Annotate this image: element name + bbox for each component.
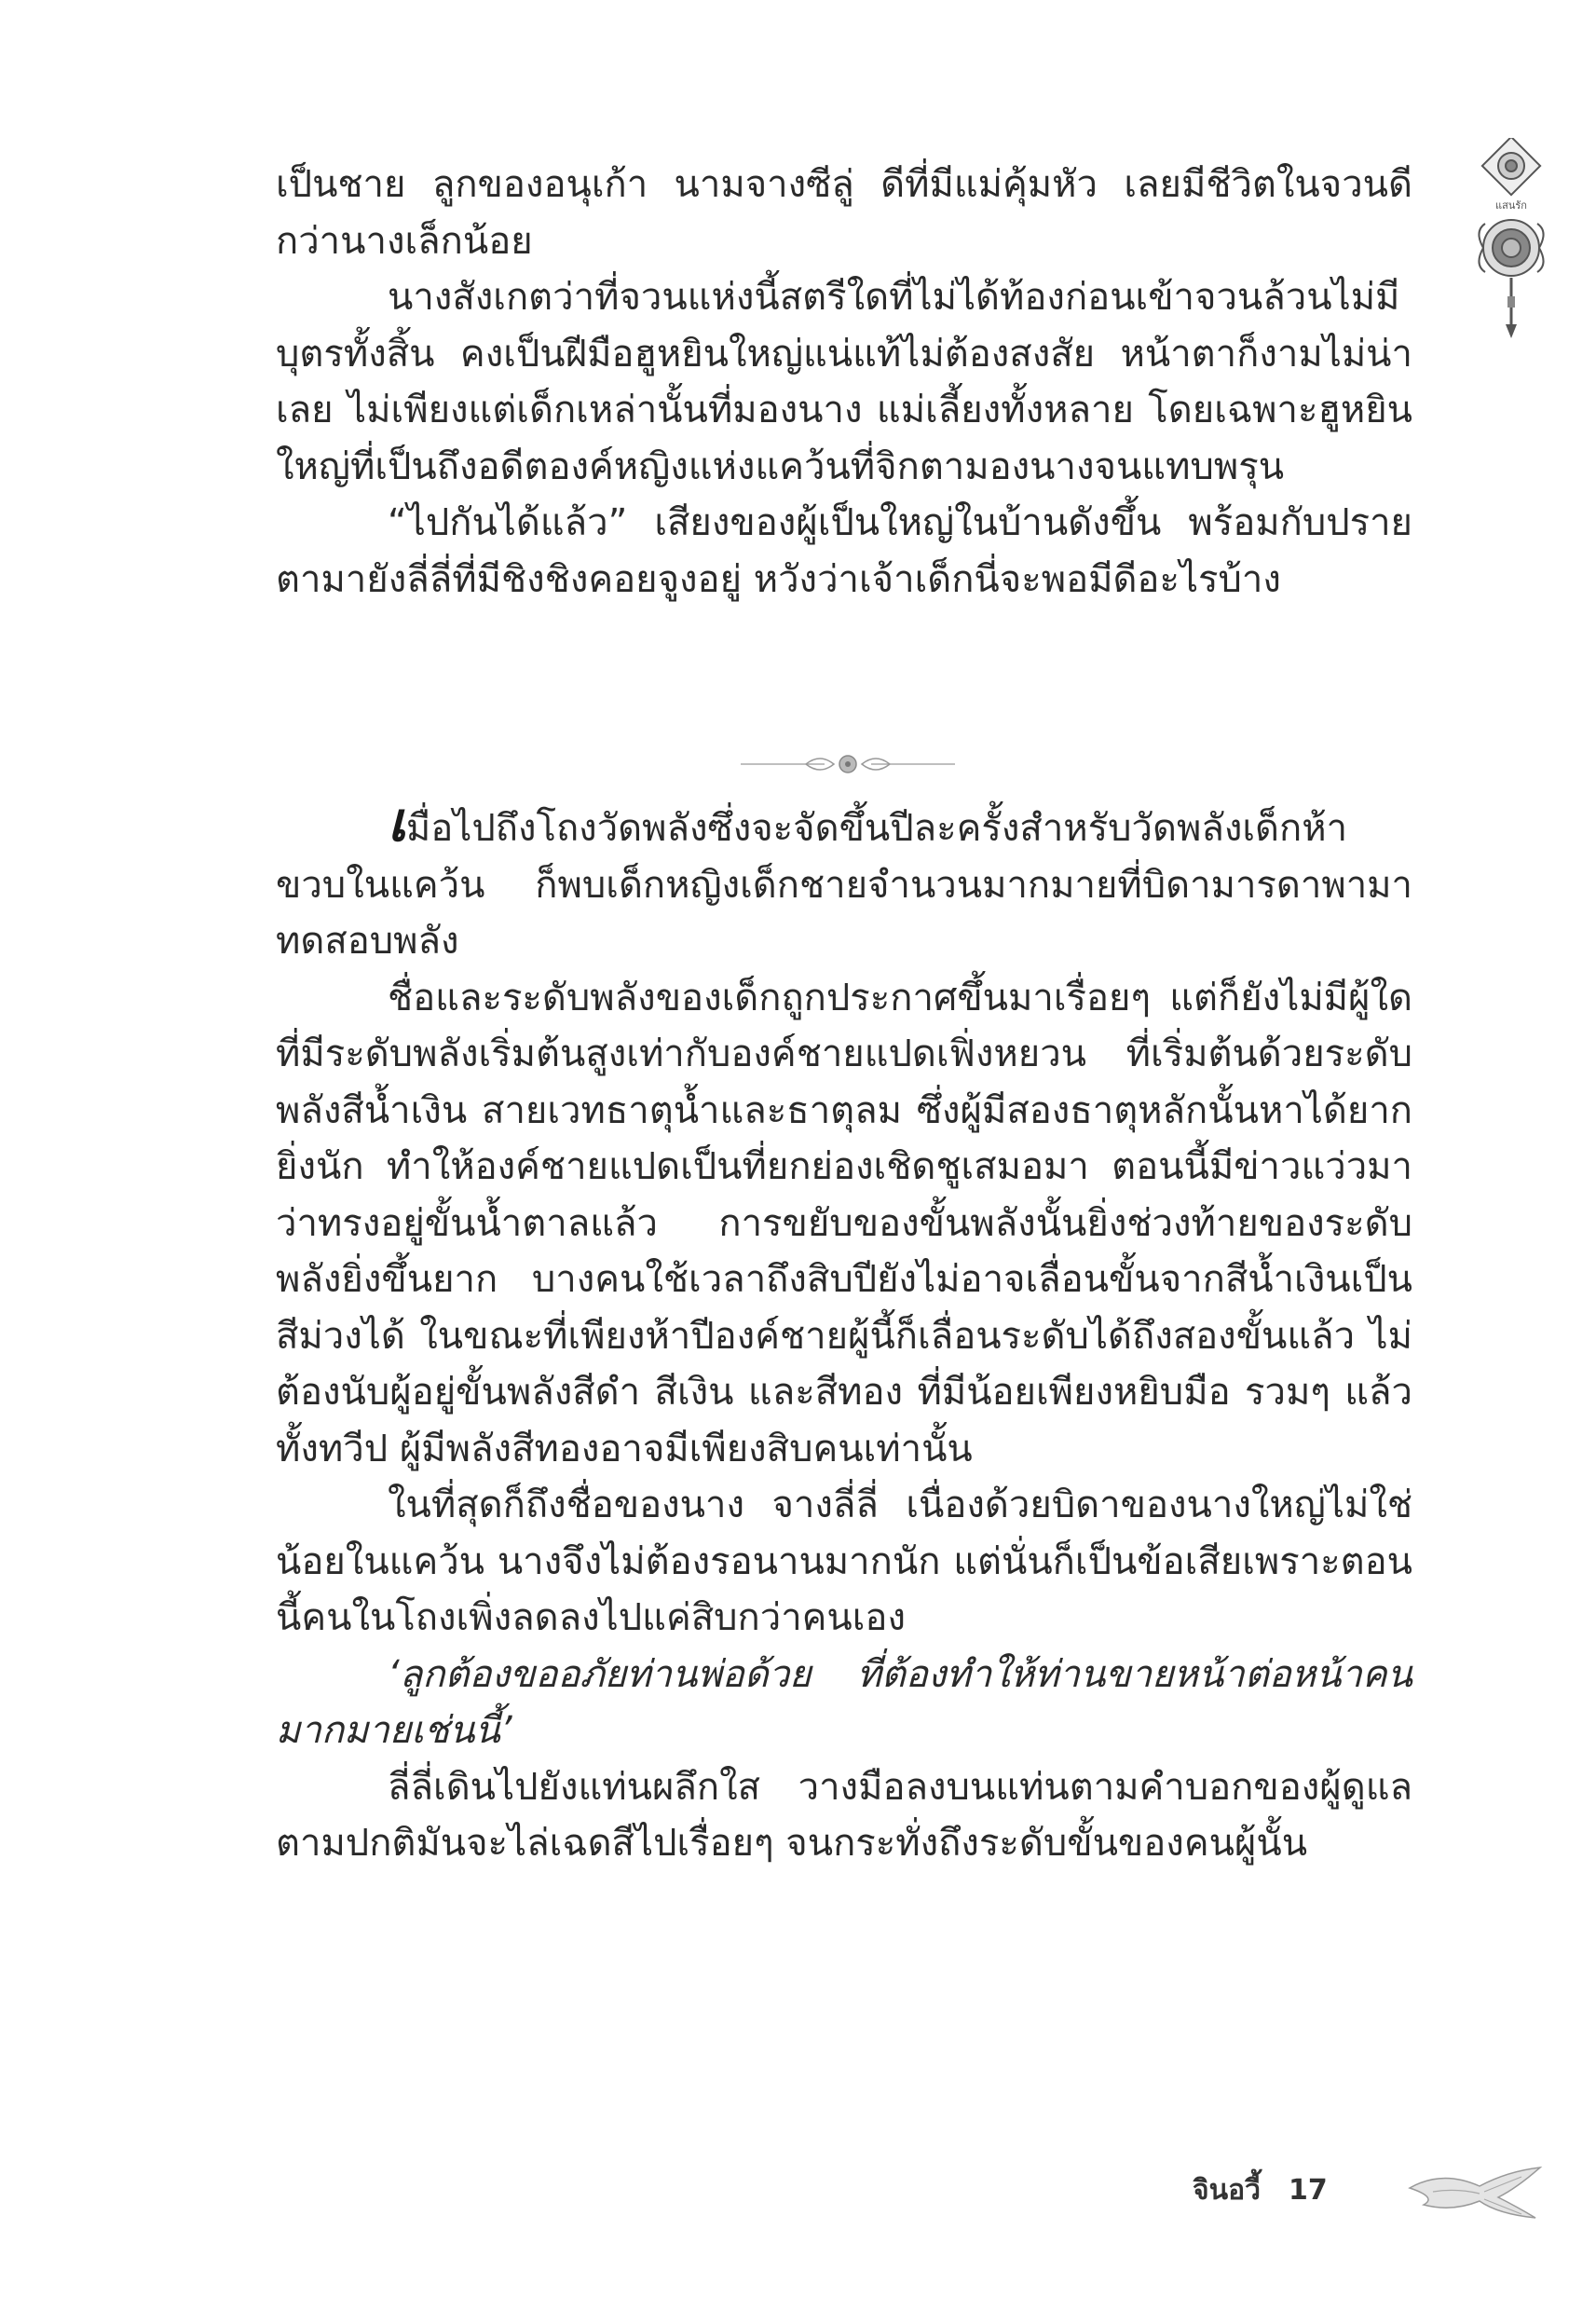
page-footer — [1193, 2162, 1328, 2218]
emblem-label: แสนรัก — [1495, 199, 1527, 212]
bottom-paragraphs — [276, 970, 1412, 1872]
opening-paragraph-text: มื่อไปถึงโถงวัดพลังซึ่งจะจัดขึ้นปีละครั้งสำหรับวัดพลังเด็กห้าขวบในแคว้น ก็พบเด็กหญิงเด็กชายจำนวนมากมายที่บิดามารดาพามาทดสอบพลัง — [276, 807, 1412, 963]
bird-ornament-icon — [1405, 2160, 1545, 2225]
book-title: จินอวี้ — [1193, 2173, 1261, 2207]
bottom-paragraph: ‘ลูกต้องขออภัยท่านพ่อด้วย ที่ต้องทำให้ท่านขายหน้าต่อหน้าคนมากมายเช่นนี้’ — [276, 1652, 1412, 1752]
publisher-emblem-icon — [1465, 138, 1558, 343]
bottom-paragraph: ลี่ลี่เดินไปยังแท่นผลึกใส วางมือลงบนแท่นตามคำบอกของผู้ดูแลตามปกติมันจะไล่เฉดสีไปเรื่อยๆ จนกระทั่งถึงระดับขั้นของคนผู้นั้น — [276, 1765, 1412, 1865]
top-paragraph: เป็นชาย ลูกของอนุเก้า นามจางซีลู่ ดีที่มีแม่คุ้มหัว เลยมีชีวิตในจวนดีกว่านางเล็กน้อย — [276, 163, 1412, 263]
opening-paragraph — [276, 790, 1412, 970]
drop-letter: เ — [388, 790, 406, 854]
top-text-block — [276, 157, 1412, 608]
top-paragraph: “ไปกันได้แล้ว” เสียงของผู้เป็นใหญ่ในบ้านดังขึ้น พร้อมกับปรายตามายังลี่ลี่ที่มีชิงชิงคอยจูงอยู่ หวังว่าเจ้าเด็กนี่จะพอมีดีอะไรบ้าง — [276, 501, 1412, 601]
bottom-text-block — [276, 790, 1412, 1872]
ornamental-divider-icon — [741, 745, 955, 783]
page-number: 17 — [1288, 2173, 1328, 2207]
top-paragraph: นางสังเกตว่าที่จวนแห่งนี้สตรีใดที่ไม่ได้ท้องก่อนเข้าจวนล้วนไม่มีบุตรทั้งสิ้น คงเป็นฝีมือฮูหยินใหญ่แน่แท้ไม่ต้องสงสัย หน้าตาก็งามไม่น่าเลย ไม่เพียงแต่เด็กเหล่านั้นที่มองนาง แม่เลี้ยงทั้งหลาย โดยเฉพาะฮูหยินใหญ่ที่เป็นถึงอดีตองค์หญิงแห่งแคว้นที่จิกตามองนางจนแทบพรุน — [276, 276, 1412, 488]
bottom-paragraph: ในที่สุดก็ถึงชื่อของนาง จางลี่ลี่ เนื่องด้วยบิดาของนางใหญ่ไม่ใช่น้อยในแคว้น นางจึงไม่ต้องรอนานมากนัก แต่นั่นก็เป็นข้อเสียเพราะตอนนี้คนในโถงเพิ่งลดลงไปแค่สิบกว่าคนเอง — [276, 1484, 1412, 1639]
bottom-paragraph: ชื่อและระดับพลังของเด็กถูกประกาศขึ้นมาเรื่อยๆ แต่ก็ยังไม่มีผู้ใดที่มีระดับพลังเริ่มต้นสูงเท่ากับองค์ชายแปดเฟิ่งหยวน ที่เริ่มต้นด้วยระดับพลังสีน้ำเงิน สายเวทธาตุน้ำและธาตุลม ซึ่งผู้มีสองธาตุหลักนั้นหาได้ยากยิ่งนัก ทำให้องค์ชายแปดเป็นที่ยกย่องเชิดชูเสมอมา ตอนนี้มีข่าวแว่วมาว่าทรงอยู่ขั้นน้ำตาลแล้ว การขยับของขั้นพลังนั้นยิ่งช่วงท้ายของระดับพลังยิ่งขึ้นยาก บางคนใช้เวลาถึงสิบปียังไม่อาจเลื่อนขั้นจากสีน้ำเงินเป็นสีม่วงได้ ในขณะที่เพียงห้าปีองค์ชายผู้นี้ก็เลื่อนระดับได้ถึงสองขั้นแล้ว ไม่ต้องนับผู้อยู่ขั้นพลังสีดำ สีเงิน และสีทอง ที่มีน้อยเพียงหยิบมือ รวมๆ แล้วทั้งทวีป ผู้มีพลังสีทองอาจมีเพียงสิบคนเท่านั้น — [276, 976, 1412, 1470]
